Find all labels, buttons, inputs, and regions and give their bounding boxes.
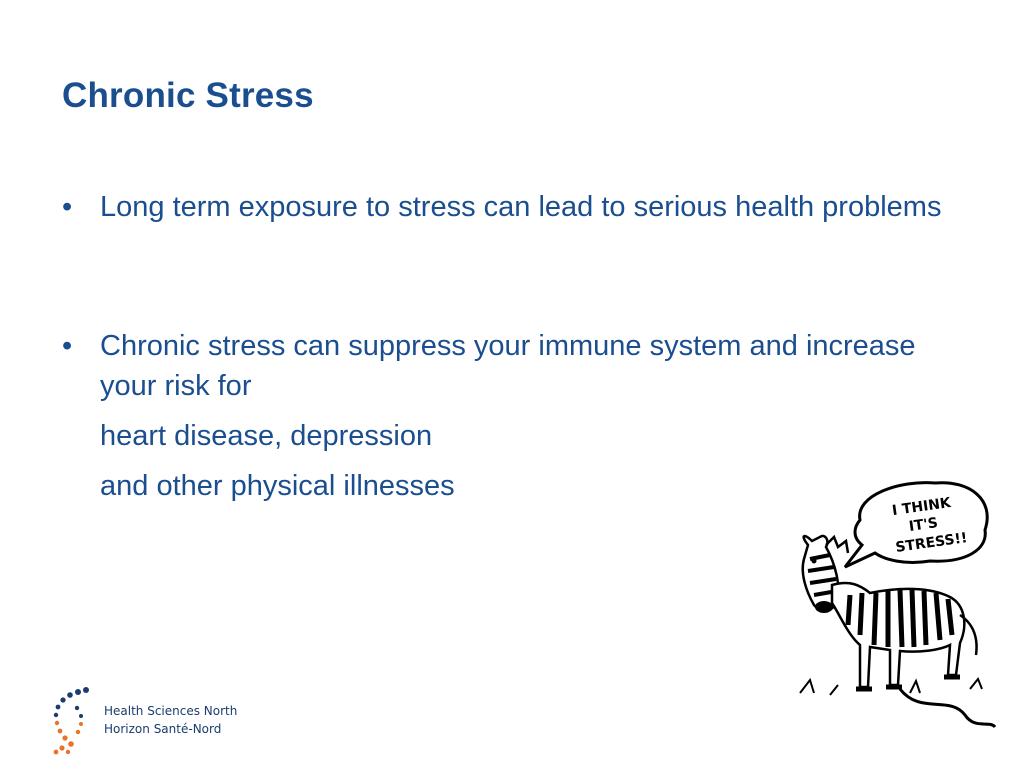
- continuation-line: heart disease, depression: [100, 420, 433, 452]
- bullet-item: [62, 326, 962, 406]
- zebra-cartoon-icon: [790, 475, 1010, 745]
- bubble-line: IT'S: [907, 515, 939, 535]
- bullet-item: [62, 187, 962, 227]
- continuation-line: and other physical illnesses: [100, 470, 455, 502]
- bullet-marker: •: [62, 191, 73, 223]
- bullet-text: Chronic stress can suppress your immune system and increase your risk for: [100, 330, 916, 402]
- logo-line-english: Health Sciences North: [104, 704, 238, 718]
- logo: [48, 686, 238, 756]
- bubble-line: I THINK: [891, 495, 952, 520]
- logo-text: [104, 702, 237, 738]
- bullet-text: Long term exposure to stress can lead to serious health problems: [100, 191, 942, 223]
- bubble-line: STRESS!!: [894, 530, 969, 556]
- bullet-marker: •: [62, 330, 73, 362]
- dotted-spiral-logo-icon: [48, 686, 102, 756]
- logo-line-french: Horizon Santé-Nord: [104, 722, 222, 736]
- slide-title: Chronic Stress: [62, 76, 314, 115]
